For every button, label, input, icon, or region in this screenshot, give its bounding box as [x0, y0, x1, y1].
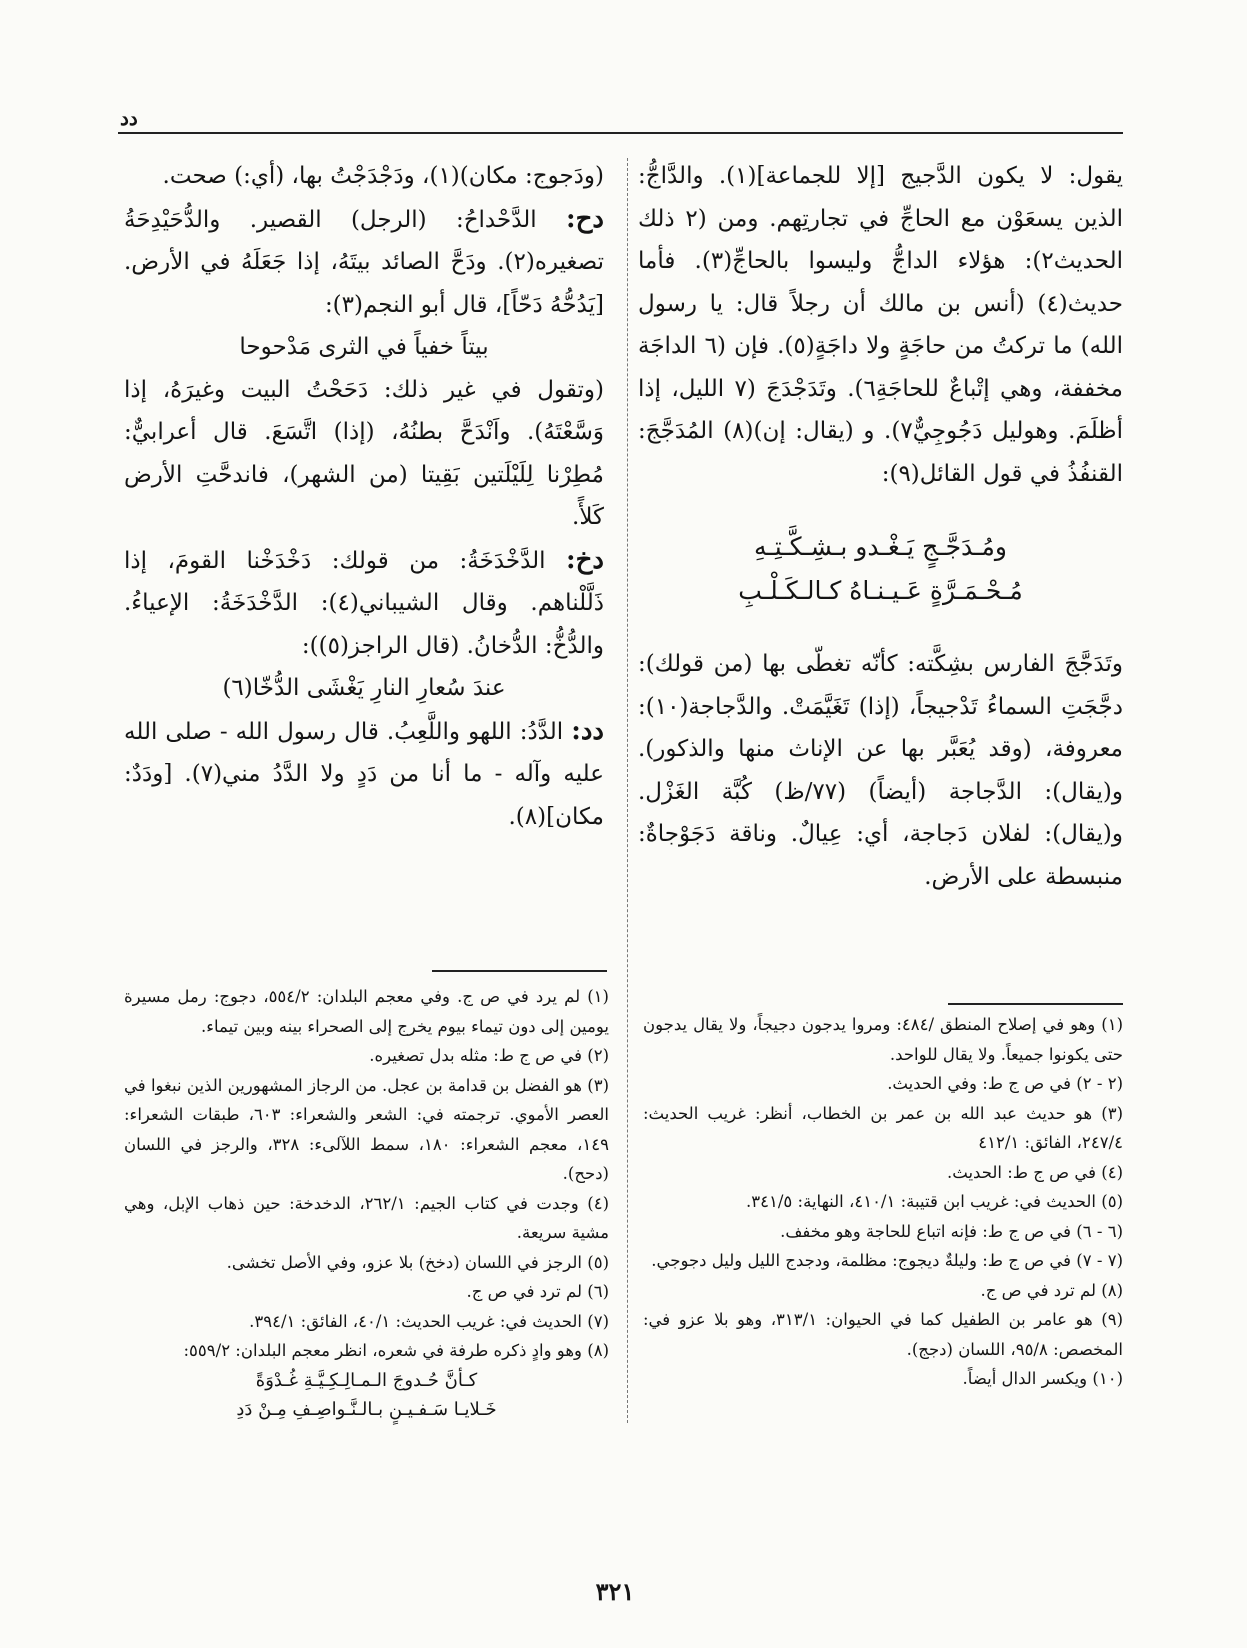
footnote-left-3: (٣) هو الفضل بن قدامة بن عجل. من الرجاز المشهورين الذين نبغوا في العصر الأموي. ترجمته في: الشعر والشعراء: ٦٠٣، طبقات الشعراء: ١٤٩، معجم الشعراء: ١٨٠، سمط اللآلىء: ٣٢٨، والرجز في اللسان (دحح).	[124, 1075, 609, 1183]
footnote-right-4: (٤) في ص ج ط: الحديث.	[947, 1162, 1123, 1182]
footnotes-left	[124, 982, 609, 1424]
footnote-right-8: (٨) لم ترد في ص ج.	[980, 1280, 1123, 1300]
footnote-left-6: (٦) لم ترد في ص ج.	[466, 1282, 609, 1301]
footnote-right-5: (٥) الحديث في: غريب ابن قتيبة: ٤١٠/١، النهاية: ٣٤١/٥.	[746, 1192, 1123, 1211]
footnote-right-9: (٩) هو عامر بن الطفيل كما في الحيوان: ٣١٣/١، وهو بلا عزو في: المخصص: ٩٥/٨، اللسان (دجج).	[643, 1310, 1123, 1359]
right-paragraph-2: وتَدَجَّجَ الفارس بشِكَّته: كأنّه تغطّى بها (من قولك): دجَّجَتِ السماءُ تَدْجيجاً، (إذا) تَغَيَّمَتْ. والدَّجاجة(١٠): معروفة، (وقد يُعَبَّر بها عن الإناث منها والذكور). و(يقال): الدَّجاجة (أيضاً) (٧٧/ظ) كُبَّة الغَزْل. و(يقال): لفلان دَجاجة، أي: عِيالٌ. وناقة دَجَوْجاةٌ: منبسطة على الأرض.	[638, 651, 1123, 890]
entry-dad	[124, 710, 604, 839]
footnote-right-2: (٢ - ٢) في ص ج ط: وفي الحديث.	[887, 1074, 1123, 1093]
verse-dakh: عندَ سُعارِ النارِ يَغْشَى الدُّخّا(٦)	[222, 675, 506, 701]
column-divider	[627, 158, 628, 1423]
entry-head-dah: دح:	[566, 203, 604, 234]
footnote-left-5: (٥) الرجز في اللسان (دخخ) بلا عزو، وفي الأصل تخشى.	[226, 1252, 609, 1272]
footnote-left-2: (٢) في ص ج ط: مثله بدل تصغيره.	[369, 1046, 609, 1065]
footnote-left-7: (٧) الحديث في: غريب الحديث: ٤٠/١، الفائق: ٣٩٤/١.	[249, 1311, 609, 1331]
page-number: ٣٢١	[595, 1577, 635, 1606]
footnote-right-10: (١٠) ويكسر الدال أيضاً.	[962, 1369, 1123, 1388]
entry-dah	[124, 198, 604, 327]
footnote-left-1: (١) لم يرد في ص ج. وفي معجم البلدان: ٥٥٤/٢، دجوج: رمل مسيرة يومين إلى دون تيماء بيوم يخرج إلى الصحراء بينه وبين تيماء.	[124, 987, 609, 1036]
right-verse-line-1: ومُـدَجَّـجٍ يَـغْـدو بـشِـكَّـتِـهِ	[754, 532, 1007, 561]
footnotes-right	[643, 1010, 1123, 1394]
entry-dakh	[124, 539, 604, 668]
left-column	[124, 155, 604, 838]
right-column	[638, 155, 1123, 898]
running-header: دد	[120, 106, 138, 130]
footnote-rule-left	[432, 970, 607, 972]
footnote-verse-line-1: كـأنَّ حُـدوجَ الـمـالِـكِـيَّـةِ غُـدْوَةً	[255, 1369, 478, 1391]
entry-text-dakh: الدَّخْدَخَةُ: من قولك: دَخْدَخْنا القومَ، إذا ذَلَّلْناهم. وقال الشيباني(٤): الدَّخْدَخَةُ: الإعياءُ. والدُّخُّ: الدُّخانُ. (قال الراجز(٥)):	[124, 547, 604, 659]
footnote-left-8: (٨) وهو وادٍ ذكره طرفة في شعره، انظر معجم البلدان: ٥٥٩/٢:	[183, 1341, 609, 1360]
footnote-right-7: (٧ - ٧) في ص ج ط: وليلةٌ ديجوج: مظلمة، ودجدج الليل وليل دجوجي.	[651, 1251, 1123, 1270]
entry-text-dah-2: (وتقول في غير ذلك: دَحَحْتُ البيت وغيرَهُ، إذا وَسَّعْتَهُ). واَنْدَحَّ بطنُهُ، (إذا) اتَّسَعَ. قال أعرابيٌّ: مُطِرْنا لِلَيْلَتين بَقِيتا (من الشهر)، فاندحَّتِ الأرض كَلأً.	[124, 376, 604, 530]
entry-head-dakh: دخ:	[566, 544, 605, 575]
left-intro: (ودَجوج: مكان)(١)، ودَجْدَجْتُ بها، (أي:) صحت.	[162, 163, 604, 189]
entry-text-dad: الدَّدُ: اللهو واللَّعِبُ. قال رسول الله - صلى الله عليه وآله - ما أنا من دَدٍ ولا الدَّدُ مني(٧). [ودَدٌ: مكان](٨).	[124, 718, 604, 830]
footnote-right-1: (١) وهو في إصلاح المنطق /٤٨٤: ومروا يدجون دجيجاً، ولا يقال يدجون حتى يكونوا جميعاً. ولا يقال للواحد.	[643, 1015, 1123, 1064]
footnote-left-4: (٤) وجدت في كتاب الجيم: ٢٦٢/١، الدخدخة: حين ذهاب الإبل، وهي مشية سريعة.	[124, 1193, 610, 1242]
footnote-right-3: (٣) هو حديث عبد الله بن عمر بن الخطاب، أنظر: غريب الحديث: ٢٤٧/٤، الفائق: ٤١٢/١	[643, 1103, 1123, 1152]
right-paragraph-1: يقول: لا يكون الدَّجيج [إلا للجماعة](١). والدَّاجُّ: الذين يسعَوْن مع الحاجِّ في تجارتِهم. ومن (٢ ذلك الحديث٢): هؤلاء الداجُّ وليسوا بالحاجِّ(٣). فأما حديث(٤) (أنس بن مالك أن رجلاً قال: يا رسول الله) ما تركتُ من حاجَةٍ ولا داجَةٍ(٥). فإن (٦ الداجَة مخففة، وهي إتْباعٌ للحاجَةِ٦). وتَدَجْدَجَ (٧ الليل، إذا أظلَمَ. وهوليل دَجُوجِيٌّ٧). و (يقال: إن)(٨) المُدَجَّجَ: القنفُذُ في قول القائل(٩):	[638, 163, 1124, 487]
entry-head-dad: دد:	[571, 715, 605, 746]
header-rule	[118, 132, 1123, 134]
footnote-verse-line-2: خَـلايـا سَـفـيـنٍ بـالـنَّـواصِـفِ مِـنْ دَدِ	[236, 1398, 497, 1420]
entry-text-dah: الدَّحْداحُ: (الرجل) القصير. والدُّحَيْدِحَةُ تصغيره(٢). ودَحَّ الصائد بيتَهُ، إذا جَعَلَهُ في الأرض. [يَدُحُّهُ دَحّاً]، قال أبو النجم(٣):	[124, 206, 604, 318]
footnote-rule-right	[948, 1003, 1123, 1005]
verse-dah: بيتاً خفياً في الثرى مَدْحوحا	[239, 334, 489, 360]
footnote-right-6: (٦ - ٦) في ص ج ط: فإنه اتباع للحاجة وهو مخفف.	[780, 1221, 1123, 1241]
right-verse-line-2: مُـحْـمَـرَّةٍ عَـيـنـاهُ كـالـكَـلْـبِ	[738, 576, 1023, 605]
